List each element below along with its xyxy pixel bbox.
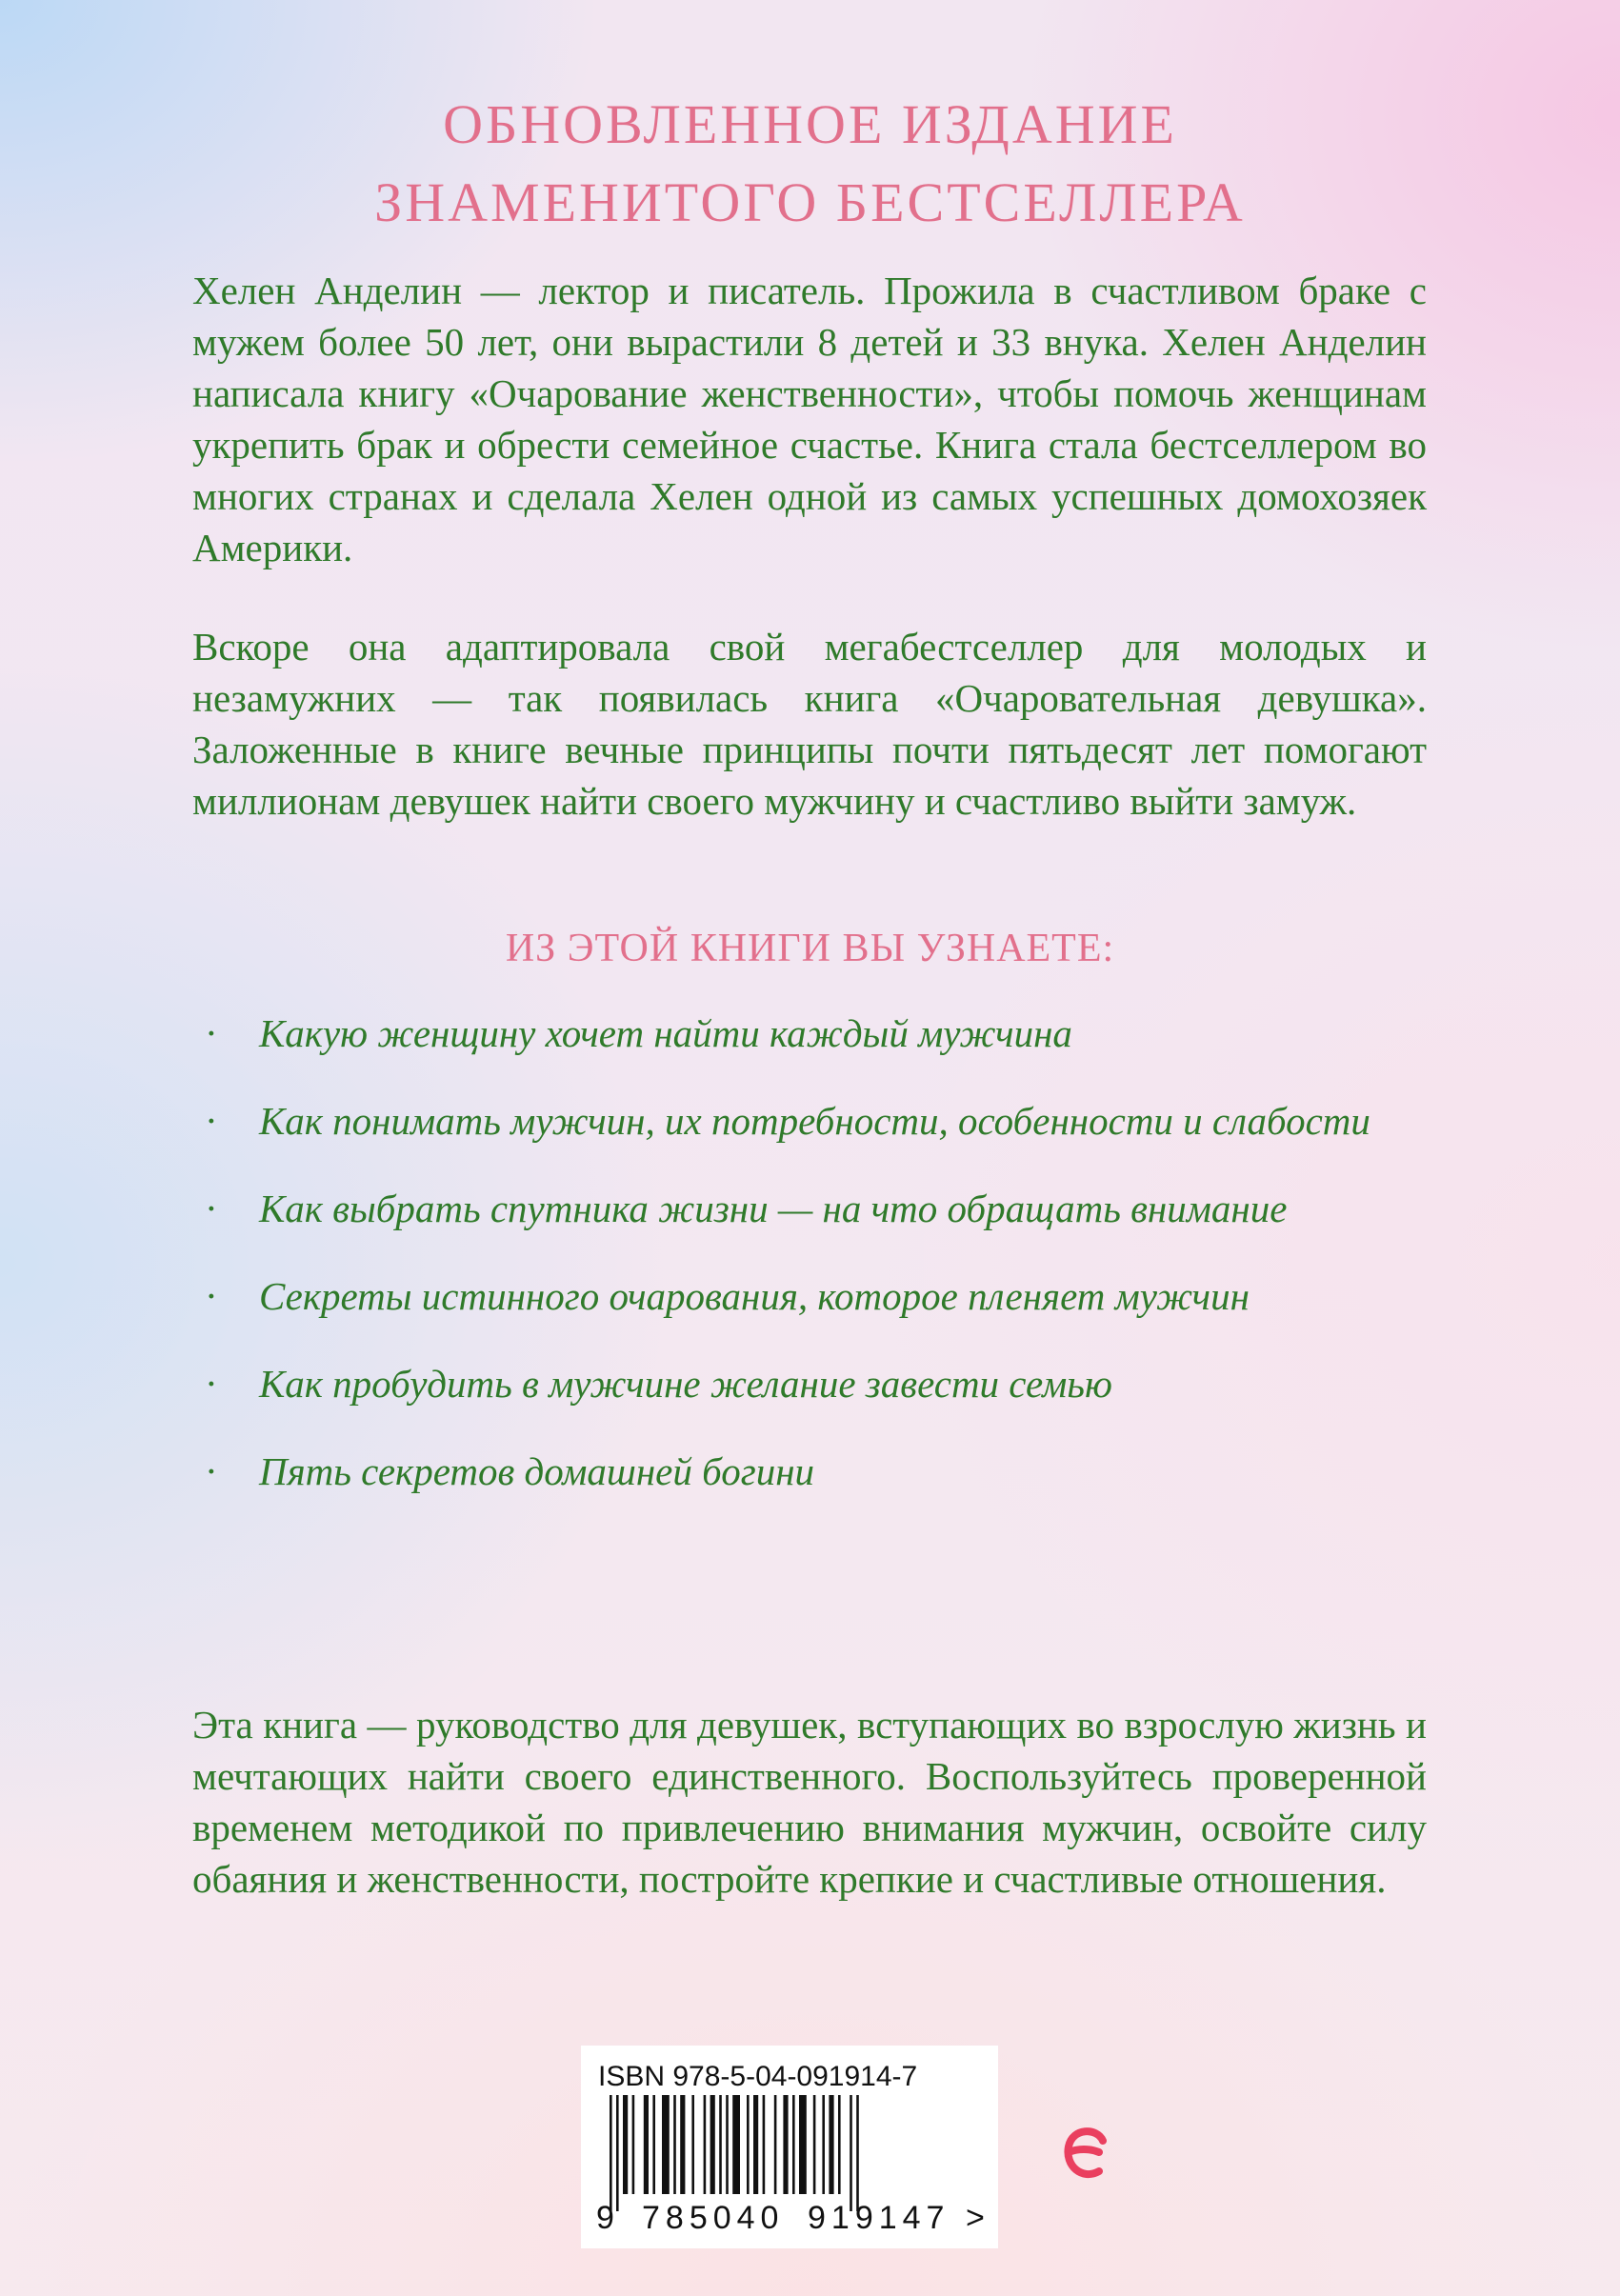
learn-list <box>192 1009 1427 1535</box>
barcode-bar <box>719 2095 722 2194</box>
learn-heading: ИЗ ЭТОЙ КНИГИ ВЫ УЗНАЕТЕ: <box>505 927 1115 970</box>
list-item <box>192 1097 1427 1145</box>
barcode-digit-lead: 9 <box>596 2200 614 2236</box>
barcode-bar <box>799 2095 807 2194</box>
barcode-bar <box>763 2095 766 2194</box>
barcode-bar <box>632 2095 635 2194</box>
bullet-dot: · <box>205 1362 218 1406</box>
barcode-bar <box>662 2095 670 2194</box>
barcode-bar <box>652 2095 655 2194</box>
isbn-label: ISBN 978-5-04-091914-7 <box>598 2061 918 2092</box>
barcode-bar <box>838 2095 841 2194</box>
barcode-bar <box>673 2095 676 2194</box>
barcode-bar <box>644 2095 649 2194</box>
barcode-bar <box>829 2095 833 2194</box>
book-origin-paragraph: Вскоре она адаптировала свой мегабестселлер для молодых и незамужних — так появилась книга «Очаровательная девушка». Заложенные в книге вечные принципы почти пятьдесят лет помогают миллионам девушек найти своего мужчину и счастливо выйти замуж. <box>192 625 1427 823</box>
list-item-text: Какую женщину хочет найти каждый мужчина <box>259 1011 1072 1055</box>
barcode-bar <box>726 2095 729 2194</box>
barcode-bar <box>753 2095 758 2194</box>
list-item <box>192 1009 1427 1057</box>
list-item <box>192 1185 1427 1232</box>
barcode-bar <box>792 2095 795 2194</box>
barcode-bar <box>691 2095 694 2194</box>
barcode-bar <box>710 2095 715 2194</box>
barcode-bar <box>704 2095 707 2194</box>
barcode-bar <box>774 2095 777 2194</box>
barcode-bar <box>783 2095 788 2194</box>
barcode-digits <box>581 2200 998 2242</box>
author-bio-paragraph: Хелен Анделин — лектор и писатель. Прожила в счастливом браке с мужем более 50 лет, они вырастили 8 детей и 33 внука. Хелен Анделин написала книгу «Очарование женственности», чтобы помочь женщинам укрепить брак и обрести семейное счастье. Книга стала бестселлером во многих странах и сделала Хелен одной из самых успешных домохозяек Америки. <box>192 269 1427 569</box>
list-item-text: Пять секретов домашней богини <box>259 1449 815 1493</box>
barcode-bar <box>610 2095 612 2211</box>
barcode-bar <box>856 2095 859 2211</box>
barcode-panel <box>581 2046 998 2248</box>
title-line-2: ЗНАМЕНИТОГО БЕСТСЕЛЛЕРА <box>374 171 1246 233</box>
cover-title <box>0 86 1620 242</box>
closing-paragraph: Эта книга — руководство для девушек, вступающих во взрослую жизнь и мечтающих найти своего единственного. Воспользуйтесь проверенной временем методикой по привлечению внимания мужчин, освойте силу обаяния и женственности, постройте крепкие и счастливые отношения. <box>192 1703 1427 1901</box>
barcode-digit-group-2: 919147 <box>808 2200 950 2236</box>
bullet-dot: · <box>205 1187 218 1230</box>
barcode-bar <box>747 2095 750 2194</box>
bullet-dot: · <box>205 1274 218 1318</box>
list-item <box>192 1272 1427 1320</box>
list-item-text: Как выбрать спутника жизни — на что обращать внимание <box>259 1187 1288 1230</box>
barcode-digit-group-1: 785040 <box>642 2200 785 2236</box>
list-item <box>192 1447 1427 1495</box>
barcode-bar <box>813 2095 816 2194</box>
list-item-text: Секреты истинного очарования, которое пленяет мужчин <box>259 1274 1250 1318</box>
barcode-bar <box>732 2095 740 2194</box>
barcode-bar <box>680 2095 685 2194</box>
bullet-dot: · <box>205 1099 218 1143</box>
barcode-bar <box>822 2095 825 2194</box>
list-item <box>192 1360 1427 1408</box>
title-line-1: ОБНОВЛЕННОЕ ИЗДАНИЕ <box>443 93 1177 155</box>
bullet-dot: · <box>205 1011 218 1055</box>
list-item-text: Как понимать мужчин, их потребности, особенности и слабости <box>259 1099 1370 1143</box>
barcode-icon <box>592 2095 987 2211</box>
barcode-bar <box>850 2095 852 2211</box>
barcode-bar <box>623 2095 628 2194</box>
eksmo-logo-icon <box>1061 2124 1110 2185</box>
bullet-dot: · <box>205 1449 218 1493</box>
barcode-bar <box>616 2095 619 2211</box>
list-item-text: Как пробудить в мужчине желание завести семью <box>259 1362 1112 1406</box>
barcode-digit-tail: > <box>966 2200 985 2236</box>
